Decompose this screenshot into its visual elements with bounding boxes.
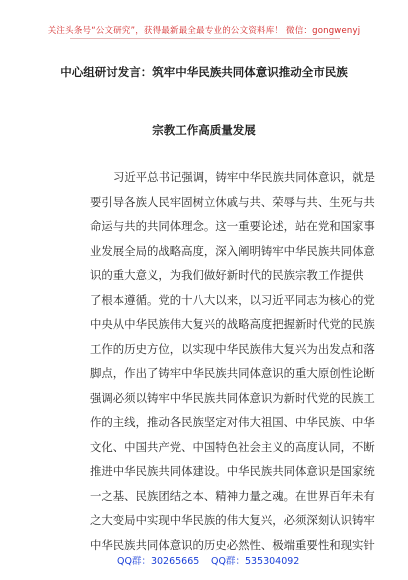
body-text-line: 业发展全局的战略高度，深入阐明铸牢中华民族共同体意: [90, 243, 375, 258]
promo-banner: 关注头条号“公文研究”，获得最新最全最专业的公文资料库！ 微信：gongwenyj: [47, 26, 361, 36]
body-text-line: 了根本遵循。党的十八大以来，以习近平同志为核心的党: [90, 292, 375, 307]
body-text-line: 推进中华民族共同体建设。中华民族共同体意识是国家统: [90, 464, 375, 478]
footer-qq-group-2[interactable]: QQ群：535304092: [211, 556, 300, 567]
body-text-line: 一之基、民族团结之本、精神力量之魂。在世界百年未有: [90, 488, 375, 503]
document-title-line-2: 宗教工作高质量发展: [152, 123, 256, 137]
body-text-line: 强调必须以铸牢中华民族共同体意识为新时代党的民族工: [90, 390, 375, 405]
body-text-line: 之大变局中实现中华民族的伟大复兴，必须深刻认识铸牢: [90, 513, 375, 527]
body-text-line: 要引导各族人民牢固树立休戚与共、荣辱与共、生死与共: [90, 194, 375, 209]
banner-divider: [70, 38, 340, 39]
body-text-line: 作的主线，推动各民族坚定对伟大祖国、中华民族、中华: [90, 415, 375, 429]
body-text-line: 中央从中华民族伟大复兴的战略高度把握新时代党的民族: [90, 317, 375, 331]
body-text-line: 文化、中国共产党、中国特色社会主义的高度认同，不断: [90, 439, 375, 454]
body-text-line: 识的重大意义，为我们做好新时代的民族宗教工作提供: [90, 268, 364, 282]
footer: [0, 553, 408, 567]
body-text-line: 习近平总书记强调，铸牢中华民族共同体意识，就是: [113, 170, 375, 184]
body-text-line: 命运与共的共同体理念。这一重要论述，站在党和国家事: [90, 219, 375, 233]
document-body: [90, 165, 375, 557]
body-text-line: 脚点，作出了铸牢中华民族共同体意识的重大原创性论断: [90, 366, 375, 380]
footer-qq-group-1[interactable]: QQ群：30265665: [117, 556, 200, 567]
body-text-line: 中华民族共同体意识的历史必然性、极端重要性和现实针: [90, 537, 375, 552]
document-title-line-1: 中心组研讨发言：筑牢中华民族共同体意识推动全市民族: [60, 65, 348, 79]
body-text-line: 工作的历史方位，以实现中华民族伟大复兴为出发点和落: [90, 341, 375, 356]
